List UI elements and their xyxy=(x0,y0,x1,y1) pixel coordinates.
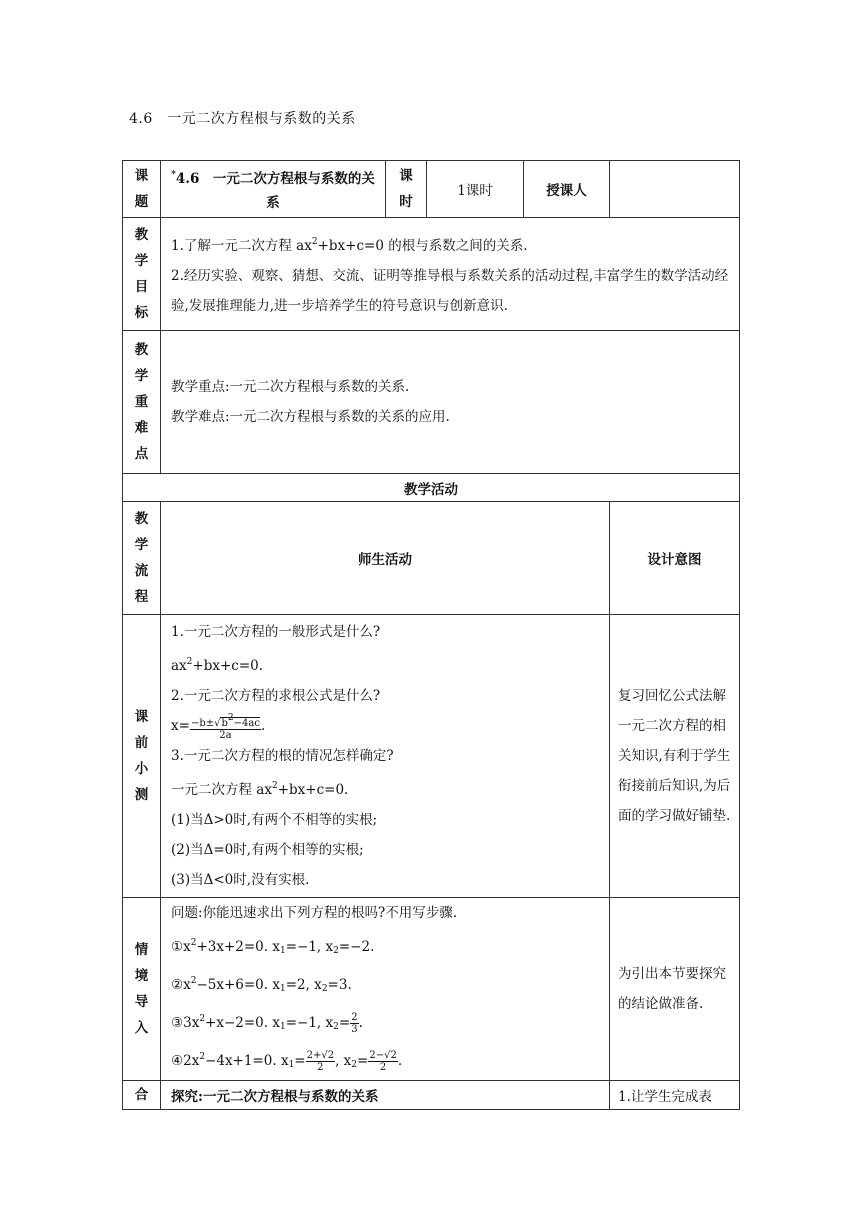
key-focus: 教学重点:一元二次方程根与系数的关系. xyxy=(171,379,410,395)
teacher-label: 授课人 xyxy=(546,183,587,199)
intro-content-cell xyxy=(161,898,610,1081)
objectives-row xyxy=(123,218,740,331)
review-content xyxy=(161,615,609,897)
flow-intent-header-cell xyxy=(610,502,740,615)
objectives-label-cell xyxy=(123,218,161,331)
keypoints-content xyxy=(161,368,739,436)
flow-intent-header: 设计意图 xyxy=(647,552,702,568)
keypoints-label: 教学重难点 xyxy=(134,342,149,462)
period-label: 课时 xyxy=(399,168,413,210)
quadratic-formula: x= $\frac{-b\pm√b2-4ac}{2a}$ . xyxy=(171,712,266,741)
intro-label: 情境导入 xyxy=(134,942,149,1036)
period-value: 1课时 xyxy=(457,183,493,199)
review-a1: $ax^2+bx+c=0$. xyxy=(171,657,264,674)
review-case-3: (3)当Δ<0时,没有实根. xyxy=(171,872,310,888)
review-intent: 复习回忆公式法解一元二次方程的相关知识,有利于学生衔接前后知识,为后面的学习做好铺垫. xyxy=(618,688,731,824)
intro-equation-1: $①x^2+3x+2=0$. $x_1=-1$, $x_2=-2$. xyxy=(171,938,375,956)
teacher-label-cell xyxy=(524,161,610,218)
document-title: 4.6 一元二次方程根与系数的关系 xyxy=(129,111,356,127)
intro-intent-cell xyxy=(610,898,740,1081)
topic-star: * xyxy=(171,170,176,180)
review-case-1: (1)当Δ>0时,有两个不相等的实根; xyxy=(171,812,378,828)
intro-equation-4: $④2x^2-4x+1=0$. $x_1=$ $\frac{2+√2}{2}$ , $x_2=$ $\frac{2-√2}{2}$ . xyxy=(171,1050,403,1073)
flow-activity-header-cell xyxy=(161,502,610,615)
flow-label: 教学流程 xyxy=(134,511,149,605)
objectives-content-cell xyxy=(161,218,740,331)
period-value-cell xyxy=(427,161,524,218)
review-content-cell xyxy=(161,615,610,898)
activities-heading: 教学活动 xyxy=(404,481,458,498)
topic-label: 课题 xyxy=(134,168,149,210)
explore-title: 探究:一元二次方程根与系数的关系 xyxy=(171,1089,379,1105)
review-label: 课前小测 xyxy=(134,709,149,803)
explore-label-cell xyxy=(123,1081,161,1110)
keypoints-content-cell xyxy=(161,331,740,474)
topic-cell xyxy=(161,161,386,218)
keypoints-label-cell xyxy=(123,331,161,474)
objective-2: 2.经历实验、观察、猜想、交流、证明等推导根与系数关系的活动过程,丰富学生的数学活动经验,发展推理能力,进一步培养学生的符号意识与创新意识. xyxy=(171,268,729,314)
topic-text-wrap xyxy=(161,163,385,215)
explore-intent: 1.让学生完成表 xyxy=(618,1089,712,1105)
review-equation: 一元二次方程 $ax^2+bx+c=0$. xyxy=(171,781,349,798)
activities-row xyxy=(123,474,740,502)
review-q1: 1.一元二次方程的一般形式是什么? xyxy=(171,624,381,640)
period-label-cell xyxy=(386,161,427,218)
explore-intent-cell xyxy=(610,1081,740,1110)
keypoints-row xyxy=(123,331,740,474)
review-intent-cell xyxy=(610,615,740,898)
intro-content xyxy=(161,898,609,1080)
intro-intent: 为引出本节要探究的结论做准备. xyxy=(618,966,726,1012)
topic-row xyxy=(123,161,740,218)
objective-1: 1.了解一元二次方程 $ax^2+bx+c=0$ 的根与系数之间的关系. xyxy=(171,237,528,254)
explore-label: 合 xyxy=(134,1087,149,1103)
review-q2: 2.一元二次方程的求根公式是什么? xyxy=(171,688,381,704)
teacher-value-cell xyxy=(610,161,740,218)
intro-equation-3: $③3x^2+x-2=0$. $x_1=-1$, $x_2=$ $\frac{2}{3}$ . xyxy=(171,1012,363,1035)
review-row xyxy=(123,615,740,898)
review-q3: 3.一元二次方程的根的情况怎样确定? xyxy=(171,748,394,764)
key-difficulty: 教学难点:一元二次方程根与系数的关系的应用. xyxy=(171,409,450,425)
intro-row xyxy=(123,898,740,1081)
flow-row xyxy=(123,502,740,615)
flow-label-cell xyxy=(123,502,161,615)
intro-equation-2: $②x^2-5x+6=0$. $x_1=2$, $x_2=3$. xyxy=(171,976,352,994)
intro-label-cell xyxy=(123,898,161,1081)
review-label-cell xyxy=(123,615,161,898)
activities-heading-cell xyxy=(123,474,740,502)
objectives-label: 教学目标 xyxy=(134,227,149,321)
explore-content-cell xyxy=(161,1081,610,1110)
topic-text: 4.6 一元二次方程根与系数的关系 xyxy=(175,171,375,211)
explore-row xyxy=(123,1081,740,1110)
intro-question: 问题:你能迅速求出下列方程的根吗?不用写步骤. xyxy=(171,905,458,921)
review-case-2: (2)当Δ=0时,有两个相等的实根; xyxy=(171,842,364,858)
objectives-content xyxy=(161,223,739,325)
topic-label-cell xyxy=(123,161,161,218)
flow-activity-header: 师生活动 xyxy=(358,552,412,568)
lesson-plan-table xyxy=(122,160,740,1110)
